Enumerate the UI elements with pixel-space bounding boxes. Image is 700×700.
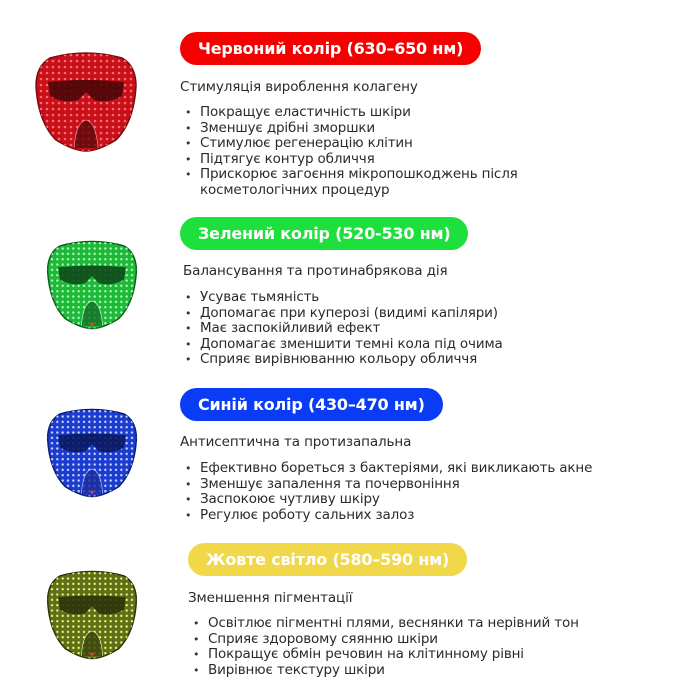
list-item: • Освітлює пігментні плями, веснянки та нерівний тон bbox=[190, 616, 579, 632]
red-light-subtitle: Стимуляція вироблення колагену bbox=[180, 79, 418, 95]
list-item: • Заспокоює чутливу шкіру bbox=[182, 492, 592, 508]
section-yellow-light bbox=[0, 535, 700, 700]
blue-led-mask-image bbox=[44, 403, 140, 503]
list-item: • Покращує еластичність шкіри bbox=[182, 105, 518, 121]
blue-light-benefits-list bbox=[182, 461, 592, 523]
list-item: • Зменшує дрібні зморшки bbox=[182, 121, 518, 137]
list-item: • Вирівнює текстуру шкіри bbox=[190, 663, 579, 679]
blue-light-subtitle: Антисептична та протизапальна bbox=[180, 434, 412, 450]
section-blue-light bbox=[0, 375, 700, 535]
list-item: • Стимулює регенерацію клітин bbox=[182, 136, 518, 152]
red-light-benefits-list bbox=[182, 105, 518, 198]
list-item: • Підтягує контур обличчя bbox=[182, 152, 518, 168]
red-light-badge: Червоний колір (630–650 нм) bbox=[180, 32, 481, 65]
list-item: • Допомагає зменшити темні кола під очима bbox=[182, 337, 503, 353]
list-item: • Допомагає при куперозі (видимі капіляри) bbox=[182, 306, 503, 322]
yellow-light-benefits-list bbox=[190, 616, 579, 678]
list-item: • Регулює роботу сальних залоз bbox=[182, 508, 592, 524]
list-item: • Сприяє здоровому сяянню шкіри bbox=[190, 632, 579, 648]
section-red-light bbox=[0, 0, 700, 205]
list-item: • Сприяє вирівнюванню кольору обличчя bbox=[182, 352, 503, 368]
list-item: • Зменшує запалення та почервоніння bbox=[182, 477, 592, 493]
list-item: • Ефективно бореться з бактеріями, які викликають акне bbox=[182, 461, 592, 477]
list-item: • Усуває тьмяність bbox=[182, 290, 503, 306]
list-item: • Має заспокійливий ефект bbox=[182, 321, 503, 337]
section-green-light bbox=[0, 205, 700, 375]
yellow-light-badge: Жовте світло (580–590 нм) bbox=[188, 543, 467, 576]
green-light-subtitle: Балансування та протинабрякова дія bbox=[183, 263, 448, 279]
list-item-continuation: косметологічних процедур bbox=[200, 181, 390, 198]
red-led-mask-image bbox=[32, 52, 140, 152]
list-item: • Покращує обмін речовин на клітинному рівні bbox=[190, 647, 579, 663]
blue-light-badge: Синій колір (430–470 нм) bbox=[180, 388, 443, 421]
list-item: • Прискорює загоєння мікропошкоджень після bbox=[182, 167, 518, 183]
green-led-mask-image bbox=[44, 235, 140, 335]
yellow-light-subtitle: Зменшення пігментації bbox=[188, 590, 353, 606]
green-light-badge: Зелений колір (520-530 нм) bbox=[180, 217, 468, 250]
yellow-led-mask-image bbox=[44, 565, 140, 665]
green-light-benefits-list bbox=[182, 290, 503, 368]
